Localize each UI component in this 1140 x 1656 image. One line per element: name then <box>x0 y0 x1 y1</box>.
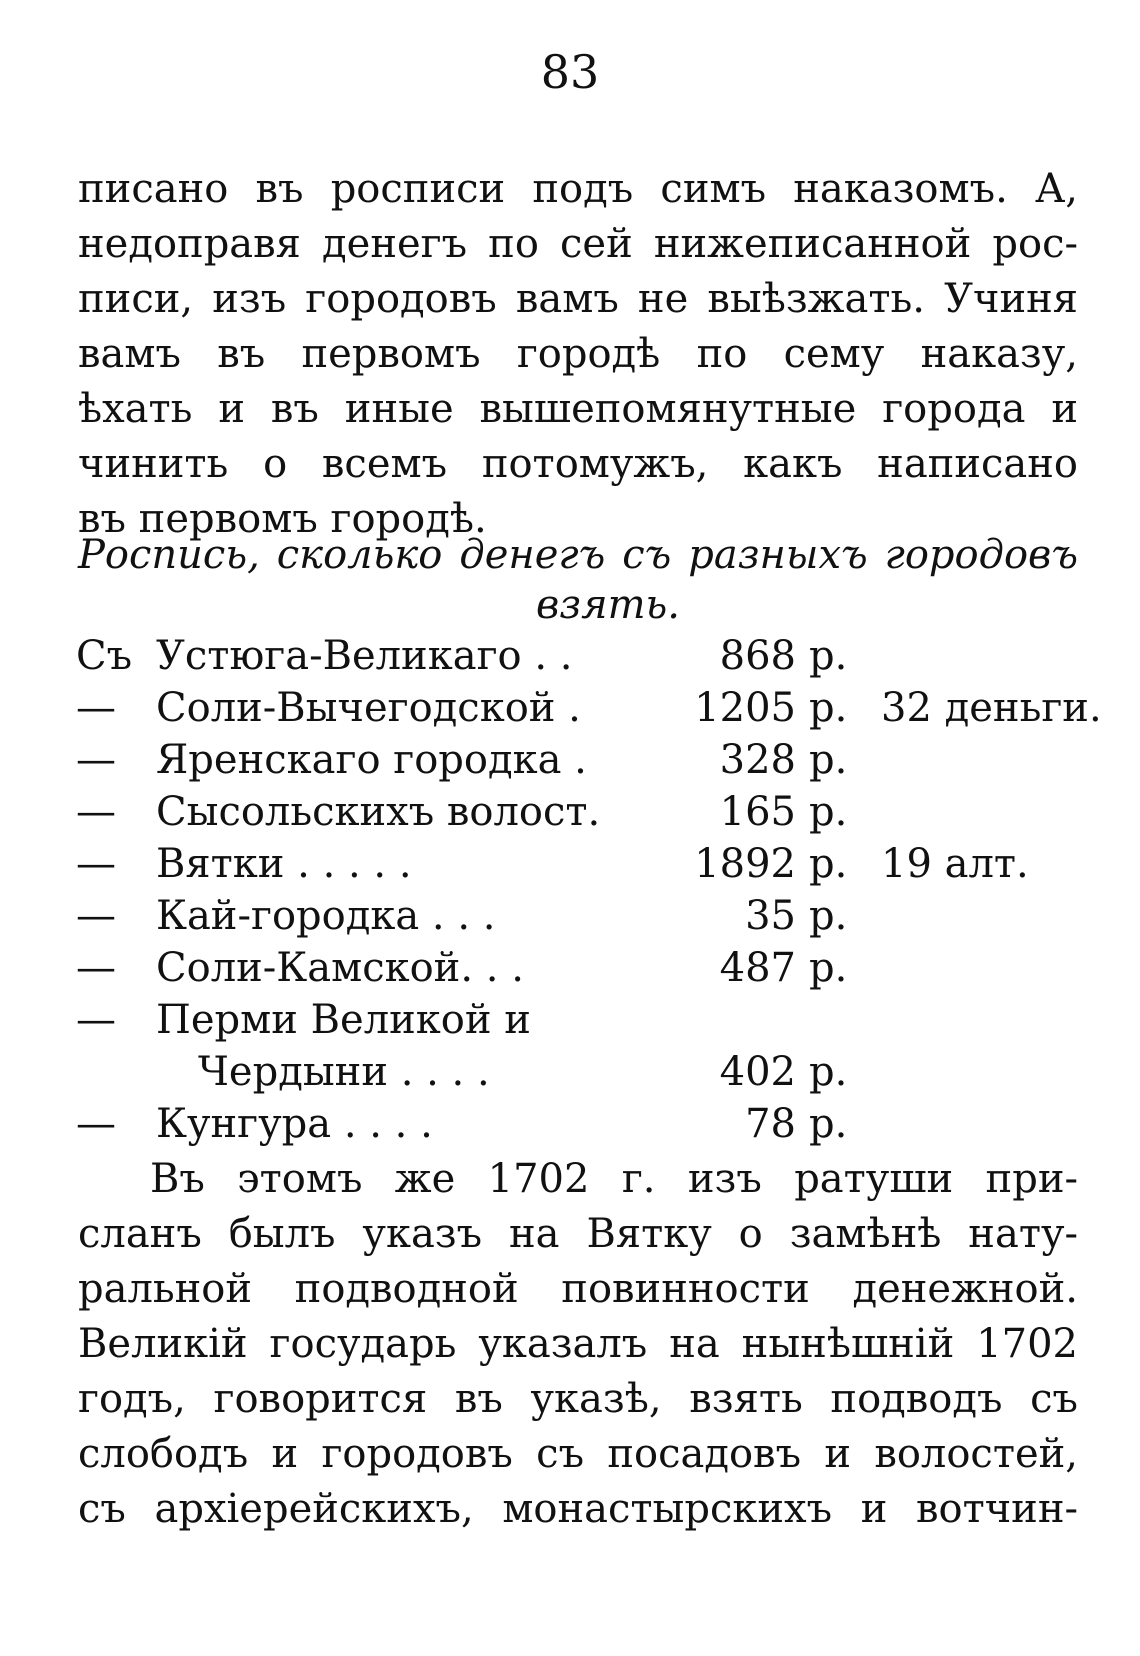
row-prefix: — <box>76 737 116 783</box>
text-line: ральной подводной повинности денежной. <box>78 1266 1078 1312</box>
unit: р. <box>809 1049 848 1095</box>
extra-amount: 32 деньги. <box>881 685 1102 731</box>
unit: р. <box>809 893 848 939</box>
text-line: Въ этомъ же 1702 г. изъ ратуши при- <box>150 1156 1078 1202</box>
text-line: Великій государь указалъ на нынѣшній 1702 <box>78 1321 1078 1367</box>
place-name: Яренскаго городка . <box>156 737 587 783</box>
place-name: Перми Великой и <box>156 997 531 1043</box>
row-prefix: — <box>76 789 116 835</box>
text-line: чинить о всемъ потомужъ, какъ написано <box>78 441 1078 487</box>
amount: 487 <box>719 945 796 991</box>
place-name: Соли-Камской. . . <box>156 945 524 991</box>
table-row <box>76 1098 1086 1150</box>
amount: 868 <box>719 633 796 679</box>
unit: р. <box>809 737 848 783</box>
row-prefix: — <box>76 841 116 887</box>
text-line: слободъ и городовъ съ посадовъ и волостей, <box>78 1431 1078 1477</box>
extra-amount: 19 алт. <box>881 841 1029 887</box>
place-name: Кай-городка . . . <box>156 893 496 939</box>
row-prefix: — <box>76 1101 116 1147</box>
unit: р. <box>809 1101 848 1147</box>
amount: 35 <box>745 893 796 939</box>
text-line: годъ, говорится въ указѣ, взять подводъ съ <box>78 1376 1078 1422</box>
table-row <box>76 630 1086 682</box>
table-row <box>76 942 1086 994</box>
table-row <box>76 786 1086 838</box>
unit: р. <box>809 633 848 679</box>
tax-table <box>76 630 1102 1150</box>
text-line: ѣхать и въ иные вышепомянутные города и <box>78 386 1078 432</box>
place-name: Устюга-Великаго . . <box>156 633 573 679</box>
text-line: въ первомъ городѣ. <box>78 496 487 542</box>
top-paragraph <box>78 162 1078 547</box>
list-heading <box>78 530 1078 630</box>
unit: р. <box>809 945 848 991</box>
table-row <box>76 1046 1086 1098</box>
text-line: сланъ былъ указъ на Вятку о замѣнѣ нату- <box>78 1211 1078 1257</box>
text-line: писано въ росписи подъ симъ наказомъ. А, <box>78 166 1078 212</box>
unit: р. <box>809 841 848 887</box>
amount: 402 <box>719 1049 796 1095</box>
table-row <box>76 682 1102 734</box>
row-prefix: Съ <box>76 633 133 679</box>
page-number: 83 <box>540 45 600 99</box>
place-name: Кунгура . . . . <box>156 1101 433 1147</box>
place-name: Вятки . . . . . <box>156 841 412 887</box>
amount: 1205 <box>694 685 796 731</box>
row-prefix: — <box>76 997 116 1043</box>
amount: 78 <box>745 1101 796 1147</box>
heading-line: взять. <box>535 582 680 628</box>
table-row <box>76 838 1086 890</box>
amount: 1892 <box>694 841 796 887</box>
table-row <box>76 994 1086 1046</box>
table-row <box>76 890 1086 942</box>
bottom-paragraph <box>78 1152 1078 1537</box>
text-line: съ архіерейскихъ, монастырскихъ и вотчин- <box>78 1486 1078 1532</box>
row-prefix: — <box>76 945 116 991</box>
place-name: Соли-Вычегодской . <box>156 685 581 731</box>
text-line: писи, изъ городовъ вамъ не выѣзжать. Учиня <box>78 276 1078 322</box>
place-name: Чердыни . . . . <box>198 1049 490 1095</box>
row-prefix: — <box>76 685 116 731</box>
text-line: вамъ въ первомъ городѣ по сему наказу, <box>78 331 1078 377</box>
row-prefix: — <box>76 893 116 939</box>
text-line: недоправя денегъ по сей нижеписанной рос- <box>78 221 1078 267</box>
table-row <box>76 734 1086 786</box>
place-name: Сысольскихъ волост. <box>156 789 601 835</box>
heading-line: Роспись, сколько денегъ съ разныхъ городовъ <box>78 532 1078 578</box>
unit: р. <box>809 685 848 731</box>
amount: 165 <box>719 789 796 835</box>
amount: 328 <box>719 737 796 783</box>
unit: р. <box>809 789 848 835</box>
